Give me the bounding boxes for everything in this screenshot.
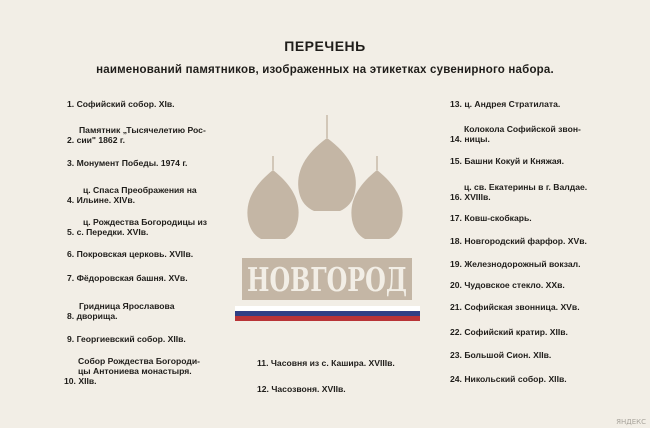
- onion-domes: [247, 115, 402, 239]
- list-item: 23. Большой Сион. XIIв.: [450, 350, 552, 360]
- list-item: 3. Монумент Победы. 1974 г.: [67, 158, 188, 168]
- list-item: 21. Софийская звонница. XVв.: [450, 302, 580, 312]
- list-item: Собор Рождества Богороди- цы Антониева монастыря. 10. XIIв.: [64, 356, 200, 386]
- list-item: ц. Рождества Богородицы из 5. с. Передки. XVIв.: [67, 217, 208, 237]
- list-item: ц. Спаса Преображения на 4. Ильине. XIVв.: [67, 185, 197, 205]
- list-item: ц. св. Екатерины в г. Валдае. 16. XVIIIв.: [450, 182, 588, 202]
- list-item: 11. Часовня из с. Кашира. XVIIIв.: [257, 358, 395, 368]
- list-item: 24. Никольский собор. XIIв.: [450, 374, 567, 384]
- list-item: 6. Покровская церковь. XVIIв.: [67, 249, 194, 259]
- list-item: 19. Железнодорожный вокзал.: [450, 259, 581, 269]
- novgorod-lettering: [242, 258, 412, 300]
- tricolor-stripes: [235, 306, 420, 321]
- page-subtitle: наименований памятников, изображенных на этикетках сувенирного набора.: [96, 64, 554, 76]
- blue-stripe: [235, 311, 420, 316]
- list-item: 1. Софийский собор. XIв.: [67, 99, 175, 109]
- list-item: 18. Новгородский фарфор. XVв.: [450, 236, 587, 246]
- white-stripe: [235, 306, 420, 311]
- center-dome: [298, 138, 356, 211]
- list-item: 9. Георгиевский собор. XIIв.: [67, 334, 186, 344]
- left-dome: [247, 170, 298, 239]
- list-item: 13. ц. Андрея Стратилата.: [450, 99, 561, 109]
- red-stripe: [235, 316, 420, 321]
- page-title: ПЕРЕЧЕНЬ: [284, 38, 366, 54]
- list-item: Памятник „Тысячелетию Рос- 2. сии" 1862 г.: [67, 125, 206, 145]
- list-item: Колокола Софийской звон- 14. ницы.: [450, 124, 581, 144]
- list-item: 17. Ковш-скобкарь.: [450, 213, 532, 223]
- novgorod-emblem: [235, 110, 420, 325]
- list-item: 15. Башни Кокуй и Княжая.: [450, 156, 565, 166]
- list-item: Гридница Ярославова 8. дворища.: [67, 301, 175, 321]
- list-item: 20. Чудовское стекло. XXв.: [450, 280, 565, 290]
- list-item: 7. Фёдоровская башня. XVв.: [67, 273, 188, 283]
- list-item: 22. Софийский кратир. XIIв.: [450, 327, 568, 337]
- right-dome: [351, 170, 402, 239]
- emblem-title: НОВГОРОД: [247, 260, 407, 299]
- list-item: 12. Часозвоня. XVIIв.: [257, 384, 346, 394]
- watermark: ЯНДЕКС: [616, 418, 646, 426]
